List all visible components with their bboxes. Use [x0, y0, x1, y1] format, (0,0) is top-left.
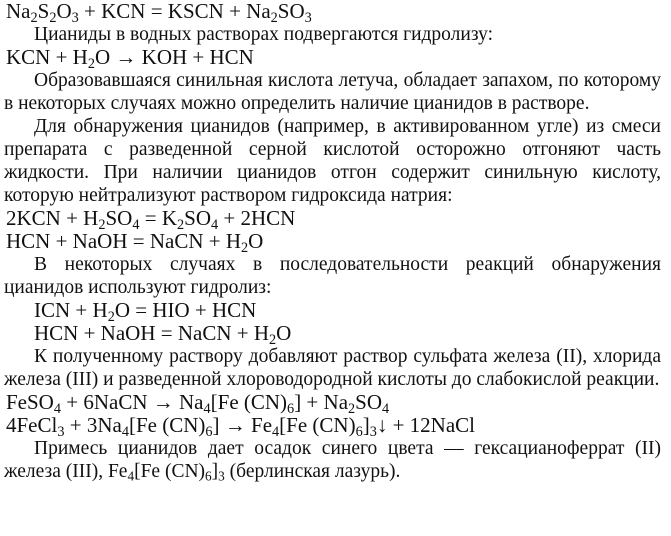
equation-hcn-neutralization: HCN + NaOH = NaCN + $H_2O$ [6, 229, 264, 256]
paragraph-hydrolysis-intro: Цианиды в водных растворах подвергаются гидролизу: [34, 24, 494, 45]
paragraph-iron-salts: К полученному раствору добавляют раствор сульфата железа (II), хлорида железа (III) и разведенной хлороводородной кислоты до слабокислой реакции. [4, 346, 661, 390]
paragraph-hydrolysis-sequence: В некоторых случаях в последовательности реакций обнаружения цианидов используют гидролиз: [4, 254, 661, 298]
equation-hcn-naoh: HCN + NaOH = NaCN + $H_2O$ [34, 321, 292, 348]
paragraph-detection-distillation: Для обнаружения цианидов (например, в активированном угле) из смеси препарата с разведенной серной кислотой осторожно отгоняют часть жидкости. При наличии цианидов отгон содержит синильную кислоту, которую нейтрализуют раствором гидроксида натрия: [4, 116, 661, 206]
document-page [4, 0, 661, 483]
equation-kcn-sulfuric-acid: $2KCN + H_2SO_4 = K_2SO_4 + 2HCN$ [6, 206, 296, 233]
equation-ferrocyanide-formation: FeSO$_4$ + 6NaCN → $Na_4[Fe$ $(CN)_6] + Na_2SO_4$ [6, 390, 390, 417]
paragraph-prussian-blue-result: Примесь цианидов дает осадок синего цвета — гексацианоферрат (II) железа (III), $Fe_4[Fe$ $(CN)_6]_3$ (берлинская лазурь). [4, 438, 661, 484]
equation-thiosulfate-cyanide: $Na_2S_2O_3$ + KCN = KSCN + $Na_2SO_3$ [6, 0, 312, 26]
equation-icn-hydrolysis: ICN + $H_2O$ = HIO + HCN [34, 298, 257, 325]
paragraph-hcn-volatile: Образовавшаяся синильная кислота летуча, обладает запахом, по которому в некоторых случаях можно определить наличие цианидов в растворе. [4, 70, 661, 114]
equation-prussian-blue: 4FeCl$_3$ + $3Na_4[Fe$ $(CN)_6] \to Fe_4[Fe$ $(CN)_6]_3↓$ + 12NaCl [6, 413, 476, 440]
equation-kcn-hydrolysis: KCN + $H_2O$ → KOH + HCN [6, 45, 254, 72]
